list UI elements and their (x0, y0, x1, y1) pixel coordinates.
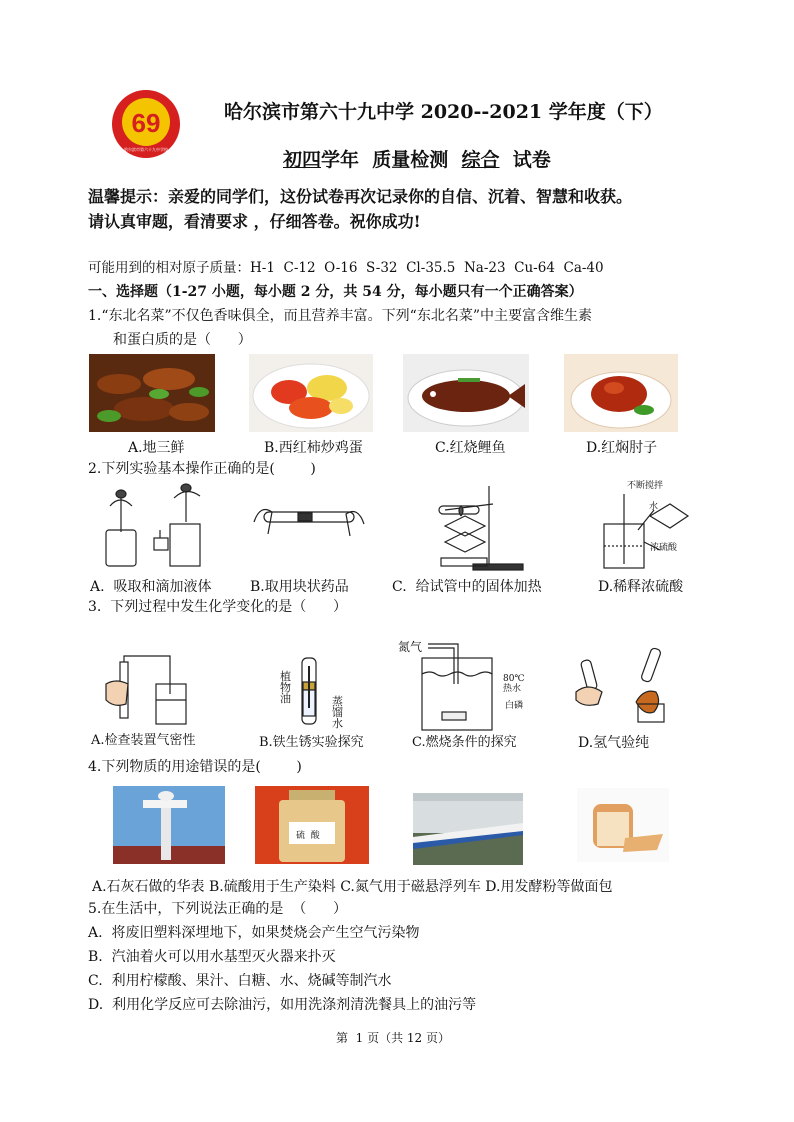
q1-image-d (564, 354, 678, 432)
q1-option-a[interactable]: A.地三鲜 (128, 440, 185, 456)
q2-image-b (246, 492, 372, 556)
q1-image-a (89, 354, 215, 432)
subtitle-grade: 初四 (283, 149, 322, 171)
q3-option-d[interactable]: D.氢气验纯 (578, 735, 650, 751)
tips-line-1: 温馨提示：亲爱的同学们，这份试卷再次记录你的自信、沉着、智慧和收获。 (88, 187, 633, 206)
q3-label-distilled: 蒸 馏 水 (332, 695, 343, 730)
q3-image-d (574, 642, 684, 728)
subtitle-end: 试卷 (499, 149, 551, 171)
q1-stem-line1: 1.“东北名菜”不仅色香味俱全，而且营养丰富。下列“东北名菜”中主要富含维生素 (88, 308, 592, 324)
school-logo (111, 89, 181, 159)
q4-image-d (577, 788, 669, 862)
q3-label-oil: 植 物 油 (280, 670, 291, 705)
q4-stem: 4.下列物质的用途错误的是( ) (88, 759, 302, 775)
q2-stem: 2.下列实验基本操作正确的是( ) (88, 461, 316, 477)
exam-title: 哈尔滨市第六十九中学 2020--2021 学年度（下） (224, 101, 663, 123)
q5-stem: 5.在生活中，下列说法正确的是 （ ） (88, 901, 347, 917)
q2-image-a (100, 482, 210, 570)
q3-label-oxygen: 氮气 (398, 640, 423, 654)
atomic-masses: 可能用到的相对原子质量：H-1 C-12 O-16 S-32 Cl-35.5 Na-23 Cu-64 Ca-40 (88, 260, 604, 276)
q5-option-a[interactable]: A. 将废旧塑料深埋地下，如果焚烧会产生空气污染物 (88, 925, 420, 941)
q4-bottle-label: 硫 酸 (296, 831, 320, 841)
q3-option-c[interactable]: C.燃烧条件的探究 (412, 735, 517, 750)
q2-option-b[interactable]: B.取用块状药品 (250, 579, 349, 595)
tips-line-2: 请认真审题，看清要求 ，仔细答卷。祝你成功! (88, 212, 421, 231)
logo-caption: 哈尔滨市第六十九中学校 (124, 147, 168, 152)
q3-option-b[interactable]: B.铁生锈实验探究 (259, 735, 364, 750)
q1-image-b (249, 354, 373, 432)
q2-image-d (594, 480, 694, 572)
q4-image-c (413, 793, 523, 865)
section-heading: 一、选择题（1-27 小题，每小题 2 分，共 54 分，每小题只有一个正确答案） (88, 284, 583, 300)
q1-image-c (403, 354, 529, 432)
q1-stem-line2: 和蛋白质的是（ ） (113, 332, 252, 348)
q2-label-water: 水 (649, 502, 659, 512)
q4-image-a (113, 786, 225, 864)
q2-option-d[interactable]: D.稀释浓硫酸 (598, 579, 684, 595)
q3-image-a (100, 654, 196, 728)
q2-label-stir: 不断搅拌 (627, 481, 664, 491)
page-number: 第 1 页（共 12 页） (336, 1031, 450, 1045)
q4-options-line[interactable]: A.石灰石做的华表 B.硫酸用于生产染料 C.氮气用于磁悬浮列车 D.用发酵粉等做面包 (92, 879, 613, 895)
subtitle-subject: 综合 (461, 149, 500, 171)
q3-label-white-p: 白磷 (505, 701, 524, 711)
q2-option-a[interactable]: A. 吸取和滴加液体 (90, 579, 212, 595)
q5-option-d[interactable]: D. 利用化学反应可去除油污，如用洗涤剂清洗餐具上的油污等 (88, 997, 477, 1013)
subtitle-mid: 学年 质量检测 (321, 149, 462, 171)
q2-option-c[interactable]: C. 给试管中的固体加热 (392, 579, 542, 595)
q3-stem: 3. 下列过程中发生化学变化的是（ ） (88, 599, 347, 615)
q3-option-a[interactable]: A.检查装置气密性 (91, 733, 196, 748)
exam-subtitle (283, 148, 551, 172)
q5-option-b[interactable]: B. 汽油着火可以用水基型灭火器来扑灭 (88, 949, 336, 965)
q5-option-c[interactable]: C. 利用柠檬酸、果汁、白糖、水、烧碱等制汽水 (88, 973, 392, 989)
q1-option-d[interactable]: D.红焖肘子 (586, 440, 658, 456)
logo-number: 69 (131, 108, 161, 138)
q1-option-c[interactable]: C.红烧鲤鱼 (435, 440, 506, 456)
q2-image-c (425, 482, 535, 574)
q2-label-acid: 浓硫酸 (650, 543, 678, 553)
q3-label-hot-water: 80℃ 热水 (503, 674, 525, 694)
q1-option-b[interactable]: B.西红柿炒鸡蛋 (264, 440, 363, 456)
q4-image-b (255, 786, 369, 864)
